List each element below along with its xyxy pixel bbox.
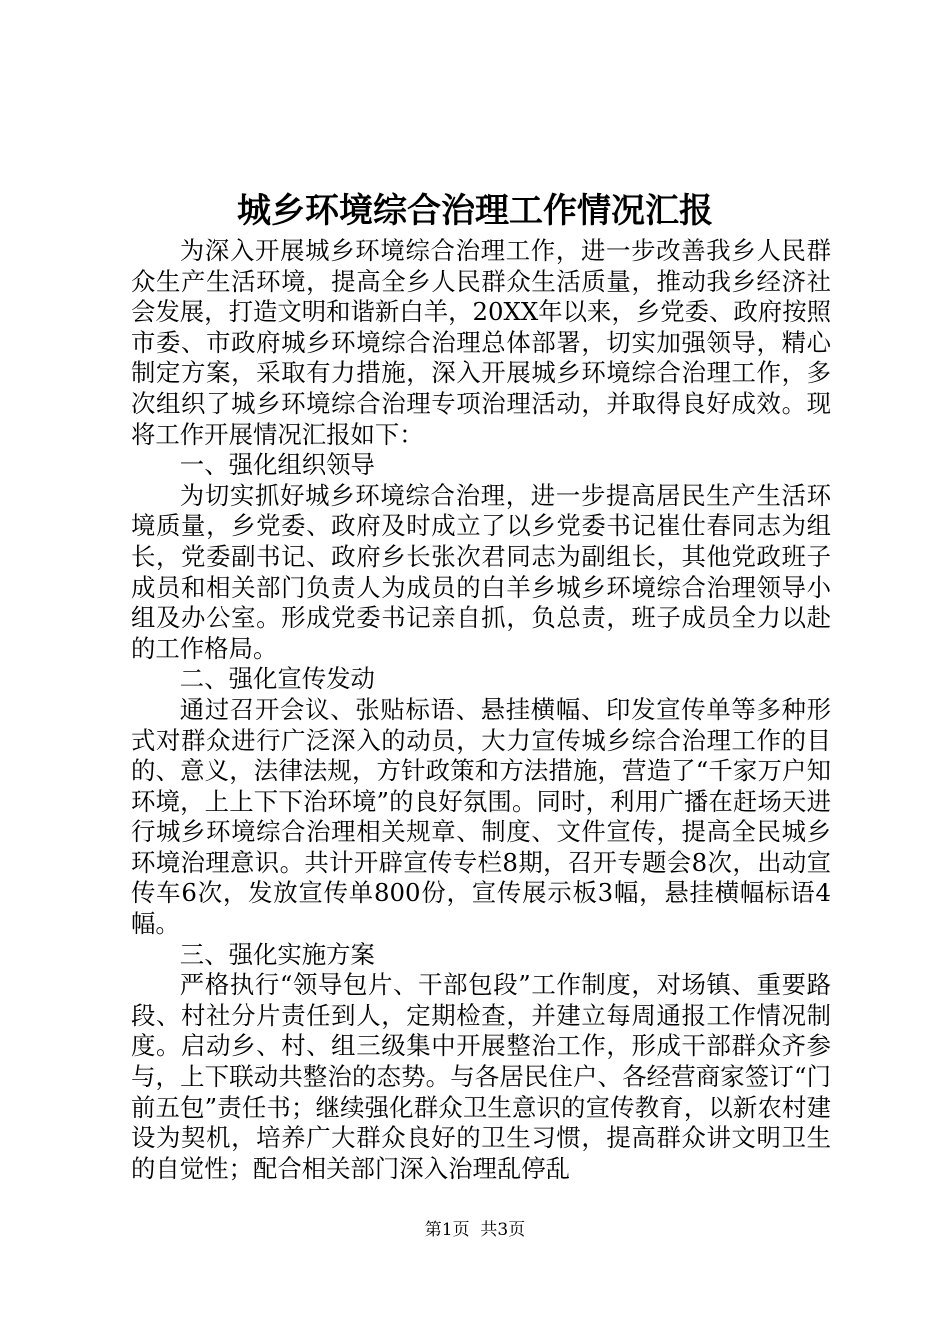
- section-heading-1: 一、强化组织领导: [179, 450, 375, 480]
- section-paragraph-3: 严格执行“领导包片、干部包段”工作制度，对场镇、重要路段、村社分片责任到人，定期检查，并建立每周通报工作情况制度。启动乡、村、组三级集中开展整治工作，形成干部群众齐参与，上下联动共整治的态势。与各居民住户、各经营商家签订“门前五包”责任书；继续强化群众卫生意识的宣传教育，以新农村建设为契机，培养广大群众良好的卫生习惯，提高群众讲文明卫生的自觉性；配合相关部门深入治理乱停乱: [131, 970, 831, 1183]
- section-paragraph-1: 为切实抓好城乡环境综合治理，进一步提高居民生产生活环境质量，乡党委、政府及时成立了以乡党委书记崔仕春同志为组长，党委副书记、政府乡长张次君同志为副组长，其他党政班子成员和相关部门负责人为成员的白羊乡城乡环境综合治理领导小组及办公室。形成党委书记亲自抓，负总责，班子成员全力以赴的工作格局。: [131, 480, 831, 663]
- section-paragraph-2: 通过召开会议、张贴标语、悬挂横幅、印发宣传单等多种形式对群众进行广泛深入的动员，大力宣传城乡综合治理工作的目的、意义，法律法规，方针政策和方法措施，营造了“千家万户知环境，上上下下治环境”的良好氛围。同时，利用广播在赶场天进行城乡环境综合治理相关规章、制度、文件宣传，提高全民城乡环境治理意识。共计开辟宣传专栏8期，召开专题会8次，出动宣传车6次，发放宣传单800份，宣传展示板3幅，悬挂横幅标语4幅。: [131, 694, 831, 939]
- section-heading-3: 三、强化实施方案: [179, 939, 375, 969]
- page-number-total: 共3页: [480, 1220, 526, 1240]
- intro-paragraph: 为深入开展城乡环境综合治理工作，进一步改善我乡人民群众生产生活环境，提高全乡人民群众生活质量，推动我乡经济社会发展，打造文明和谐新白羊，20XX年以来，乡党委、政府按照市委、市政府城乡环境综合治理总体部署，切实加强领导，精心制定方案，采取有力措施，深入开展城乡环境综合治理工作，多次组织了城乡环境综合治理专项治理活动，并取得良好成效。现将工作开展情况汇报如下：: [131, 236, 831, 449]
- page-number-current: 第1页: [424, 1220, 470, 1240]
- section-heading-2: 二、强化宣传发动: [179, 664, 375, 694]
- document-body: [131, 236, 831, 1184]
- page-footer: [0, 1218, 950, 1242]
- document-title: 城乡环境综合治理工作情况汇报: [237, 191, 713, 231]
